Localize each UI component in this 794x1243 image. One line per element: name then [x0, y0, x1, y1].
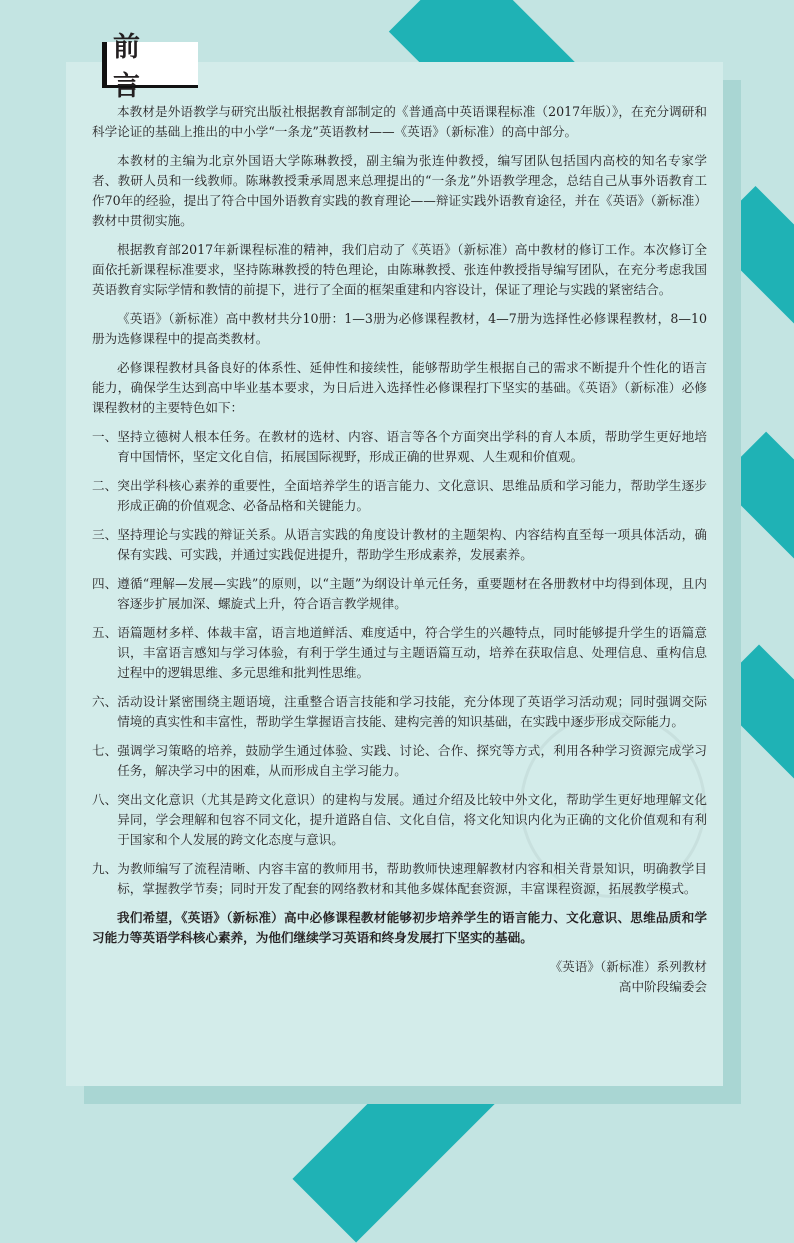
item-text: 强调学习策略的培养，鼓励学生通过体验、实践、讨论、合作、探究等方式，利用各种学习资源完成学习任务，解决学习中的困难，从而形成自主学习能力。 [117, 743, 707, 778]
feature-item-2 [92, 476, 707, 516]
item-number: 四、 [92, 576, 118, 591]
page-title: 前 言 [113, 31, 148, 102]
paragraph-2: 本教材的主编为北京外国语大学陈琳教授，副主编为张连仲教授，编写团队包括国内高校的知名专家学者、教研人员和一线教师。陈琳教授秉承周恩来总理提出的“一条龙”外语教学理念，总结自己从事外语教育工作70年的经验，提出了符合中国外语教育实践的教育理论——辩证实践外语教育途径，并在《英语》（新标准）教材中贯彻实施。 [92, 153, 707, 228]
feature-item-4 [92, 574, 707, 614]
item-number: 三、 [92, 527, 118, 542]
signature-series: 《英语》（新标准）系列教材 [549, 959, 707, 974]
feature-item-1 [92, 427, 707, 467]
item-text: 突出学科核心素养的重要性，全面培养学生的语言能力、文化意识、思维品质和学习能力，帮助学生逐步形成正确的价值观念、必备品格和关键能力。 [117, 478, 707, 513]
item-number: 六、 [92, 694, 118, 709]
preface-content [92, 102, 707, 997]
item-text: 遵循“理解—发展—实践”的原则，以“主题”为纲设计单元任务，重要题材在各册教材中均得到体现，且内容逐步扩展加深、螺旋式上升，符合语言教学规律。 [117, 576, 707, 611]
item-number: 一、 [92, 429, 118, 444]
item-number: 八、 [92, 792, 118, 807]
item-text: 活动设计紧密围绕主题语境，注重整合语言技能和学习技能，充分体现了英语学习活动观；同时强调交际情境的真实性和丰富性，帮助学生掌握语言技能、建构完善的知识基础，在实践中逐步形成交际能力。 [117, 694, 707, 729]
item-text: 突出文化意识（尤其是跨文化意识）的建构与发展。通过介绍及比较中外文化，帮助学生更好地理解文化异同，学会理解和包容不同文化，提升道路自信、文化自信，将文化知识内化为正确的文化价值观和有利于国家和个人发展的跨文化态度与意识。 [117, 792, 707, 847]
paragraph-3: 根据教育部2017年新课程标准的精神，我们启动了《英语》（新标准）高中教材的修订工作。本次修订全面依托新课程标准要求，坚持陈琳教授的特色理论，由陈琳教授、张连仲教授指导编写团队，在充分考虑我国英语教育实际学情和教情的前提下，进行了全面的框架重建和内容设计，保证了理论与实践的紧密结合。 [92, 242, 707, 297]
feature-item-9 [92, 859, 707, 899]
item-text: 坚持立德树人根本任务。在教材的选材、内容、语言等各个方面突出学科的育人本质，帮助学生更好地培育中国情怀，坚定文化自信，拓展国际视野，形成正确的世界观、人生观和价值观。 [117, 429, 707, 464]
feature-item-7 [92, 741, 707, 781]
signature-committee: 高中阶段编委会 [618, 979, 707, 994]
paragraph-4: 《英语》（新标准）高中教材共分10册：1—3册为必修课程教材，4—7册为选择性必修课程教材，8—10册为选修课程中的提高类教材。 [92, 311, 707, 346]
feature-item-3 [92, 525, 707, 565]
item-number: 七、 [92, 743, 118, 758]
item-number: 九、 [92, 861, 118, 876]
item-text: 为教师编写了流程清晰、内容丰富的教师用书，帮助教师快速理解教材内容和相关背景知识，明确教学目标，掌握教学节奏；同时开发了配套的网络教材和其他多媒体配套资源，丰富课程资源，拓展教学模式。 [117, 861, 707, 896]
paragraph-5: 必修课程教材具备良好的体系性、延伸性和接续性，能够帮助学生根据自己的需求不断提升个性化的语言能力，确保学生达到高中毕业基本要求，为日后进入选择性必修课程打下坚实的基础。《英语》（新标准）必修课程教材的主要特色如下： [92, 360, 707, 415]
item-text: 坚持理论与实践的辩证关系。从语言实践的角度设计教材的主题架构、内容结构直至每一项具体活动，确保有实践、可实践，并通过实践促进提升，帮助学生形成素养，发展素养。 [117, 527, 707, 562]
closing-paragraph: 我们希望，《英语》（新标准）高中必修课程教材能够初步培养学生的语言能力、文化意识、思维品质和学习能力等英语学科核心素养，为他们继续学习英语和终身发展打下坚实的基础。 [92, 910, 707, 945]
item-number: 五、 [92, 625, 118, 640]
feature-item-6 [92, 692, 707, 732]
feature-item-5 [92, 623, 707, 683]
item-number: 二、 [92, 478, 118, 493]
feature-item-8 [92, 790, 707, 850]
item-text: 语篇题材多样、体裁丰富，语言地道鲜活、难度适中，符合学生的兴趣特点，同时能够提升学生的语篇意识，丰富语言感知与学习体验，有利于学生通过与主题语篇互动，培养在获取信息、处理信息、重构信息过程中的逻辑思维、多元思维和批判性思维。 [117, 625, 707, 680]
paragraph-1: 本教材是外语教学与研究出版社根据教育部制定的《普通高中英语课程标准（2017年版）》，在充分调研和科学论证的基础上推出的中小学“一条龙”英语教材——《英语》（新标准）的高中部分。 [92, 104, 707, 139]
title-box [102, 31, 198, 102]
